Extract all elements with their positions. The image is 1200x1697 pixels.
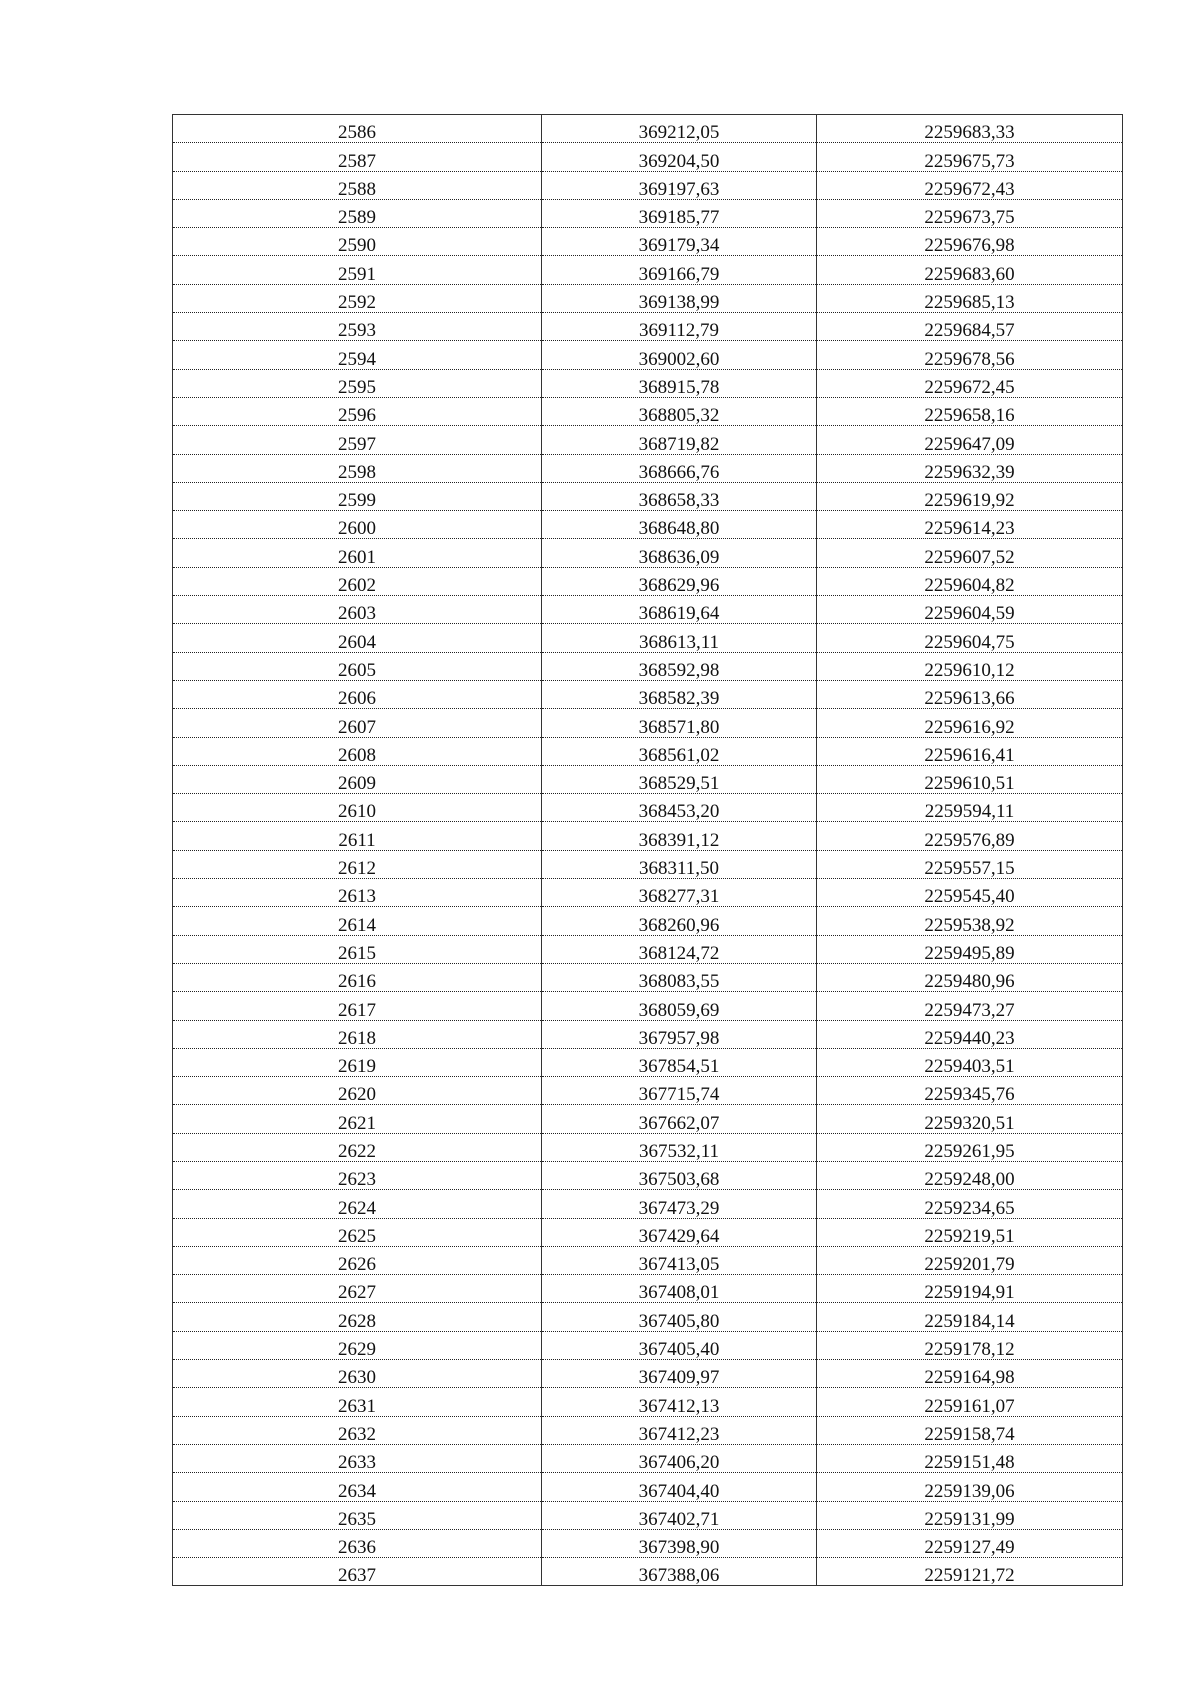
table-row [173,1473,1123,1501]
x-coordinate-cell: 367412,23 [542,1416,817,1444]
x-coordinate-cell: 368805,32 [542,397,817,425]
table-row [173,1360,1123,1388]
y-coordinate-cell: 2259616,41 [817,737,1123,765]
x-coordinate-cell: 368529,51 [542,765,817,793]
y-coordinate-cell: 2259164,98 [817,1360,1123,1388]
x-coordinate-cell: 368613,11 [542,624,817,652]
y-coordinate-cell: 2259604,82 [817,567,1123,595]
y-coordinate-cell: 2259139,06 [817,1473,1123,1501]
y-coordinate-cell: 2259604,75 [817,624,1123,652]
y-coordinate-cell: 2259194,91 [817,1275,1123,1303]
table-row [173,1501,1123,1529]
x-coordinate-cell: 368311,50 [542,850,817,878]
y-coordinate-cell: 2259480,96 [817,963,1123,991]
point-number-cell: 2604 [173,624,542,652]
x-coordinate-cell: 368658,33 [542,482,817,510]
point-number-cell: 2610 [173,794,542,822]
point-number-cell: 2603 [173,596,542,624]
x-coordinate-cell: 368619,64 [542,596,817,624]
table-row [173,1077,1123,1105]
point-number-cell: 2622 [173,1133,542,1161]
x-coordinate-cell: 367473,29 [542,1190,817,1218]
point-number-cell: 2628 [173,1303,542,1331]
x-coordinate-cell: 367406,20 [542,1444,817,1472]
x-coordinate-cell: 368915,78 [542,369,817,397]
point-number-cell: 2624 [173,1190,542,1218]
table-row [173,794,1123,822]
table-row [173,1161,1123,1189]
point-number-cell: 2620 [173,1077,542,1105]
point-number-cell: 2629 [173,1331,542,1359]
y-coordinate-cell: 2259576,89 [817,822,1123,850]
x-coordinate-cell: 369002,60 [542,341,817,369]
x-coordinate-cell: 367412,13 [542,1388,817,1416]
table-row [173,1105,1123,1133]
table-row [173,850,1123,878]
table-row [173,567,1123,595]
point-number-cell: 2608 [173,737,542,765]
point-number-cell: 2632 [173,1416,542,1444]
x-coordinate-cell: 369138,99 [542,284,817,312]
point-number-cell: 2619 [173,1048,542,1076]
y-coordinate-cell: 2259495,89 [817,935,1123,963]
x-coordinate-cell: 368648,80 [542,511,817,539]
table-row [173,935,1123,963]
y-coordinate-cell: 2259219,51 [817,1218,1123,1246]
y-coordinate-cell: 2259158,74 [817,1416,1123,1444]
point-number-cell: 2630 [173,1360,542,1388]
x-coordinate-cell: 368571,80 [542,709,817,737]
x-coordinate-cell: 367402,71 [542,1501,817,1529]
point-number-cell: 2631 [173,1388,542,1416]
point-number-cell: 2601 [173,539,542,567]
table-row [173,680,1123,708]
table-row [173,313,1123,341]
point-number-cell: 2613 [173,879,542,907]
x-coordinate-cell: 367532,11 [542,1133,817,1161]
point-number-cell: 2609 [173,765,542,793]
y-coordinate-cell: 2259201,79 [817,1246,1123,1274]
table-row [173,1275,1123,1303]
x-coordinate-cell: 368391,12 [542,822,817,850]
point-number-cell: 2627 [173,1275,542,1303]
coordinates-table-body [173,115,1123,1586]
point-number-cell: 2591 [173,256,542,284]
y-coordinate-cell: 2259538,92 [817,907,1123,935]
table-row [173,1218,1123,1246]
y-coordinate-cell: 2259345,76 [817,1077,1123,1105]
point-number-cell: 2614 [173,907,542,935]
point-number-cell: 2605 [173,652,542,680]
x-coordinate-cell: 367405,40 [542,1331,817,1359]
x-coordinate-cell: 367662,07 [542,1105,817,1133]
x-coordinate-cell: 368592,98 [542,652,817,680]
table-row [173,709,1123,737]
y-coordinate-cell: 2259673,75 [817,199,1123,227]
table-row [173,1133,1123,1161]
table-row [173,1558,1123,1586]
table-row [173,1246,1123,1274]
x-coordinate-cell: 368260,96 [542,907,817,935]
table-row [173,539,1123,567]
x-coordinate-cell: 368719,82 [542,426,817,454]
x-coordinate-cell: 369212,05 [542,115,817,143]
point-number-cell: 2615 [173,935,542,963]
x-coordinate-cell: 368059,69 [542,992,817,1020]
point-number-cell: 2600 [173,511,542,539]
y-coordinate-cell: 2259545,40 [817,879,1123,907]
table-row [173,624,1123,652]
x-coordinate-cell: 369112,79 [542,313,817,341]
y-coordinate-cell: 2259234,65 [817,1190,1123,1218]
table-row [173,879,1123,907]
point-number-cell: 2597 [173,426,542,454]
table-row [173,822,1123,850]
y-coordinate-cell: 2259632,39 [817,454,1123,482]
x-coordinate-cell: 369197,63 [542,171,817,199]
table-row [173,284,1123,312]
x-coordinate-cell: 367388,06 [542,1558,817,1586]
point-number-cell: 2595 [173,369,542,397]
y-coordinate-cell: 2259320,51 [817,1105,1123,1133]
table-row [173,115,1123,143]
y-coordinate-cell: 2259676,98 [817,228,1123,256]
table-row [173,1416,1123,1444]
x-coordinate-cell: 369204,50 [542,143,817,171]
y-coordinate-cell: 2259604,59 [817,596,1123,624]
table-row [173,1303,1123,1331]
y-coordinate-cell: 2259184,14 [817,1303,1123,1331]
table-row [173,1331,1123,1359]
point-number-cell: 2621 [173,1105,542,1133]
point-number-cell: 2616 [173,963,542,991]
y-coordinate-cell: 2259683,60 [817,256,1123,284]
point-number-cell: 2592 [173,284,542,312]
x-coordinate-cell: 368582,39 [542,680,817,708]
table-row [173,596,1123,624]
table-row [173,256,1123,284]
y-coordinate-cell: 2259614,23 [817,511,1123,539]
point-number-cell: 2599 [173,482,542,510]
y-coordinate-cell: 2259131,99 [817,1501,1123,1529]
point-number-cell: 2636 [173,1529,542,1557]
point-number-cell: 2594 [173,341,542,369]
table-row [173,454,1123,482]
table-row [173,1190,1123,1218]
y-coordinate-cell: 2259658,16 [817,397,1123,425]
y-coordinate-cell: 2259178,12 [817,1331,1123,1359]
table-row [173,341,1123,369]
point-number-cell: 2587 [173,143,542,171]
y-coordinate-cell: 2259594,11 [817,794,1123,822]
point-number-cell: 2598 [173,454,542,482]
y-coordinate-cell: 2259647,09 [817,426,1123,454]
point-number-cell: 2625 [173,1218,542,1246]
point-number-cell: 2634 [173,1473,542,1501]
table-row [173,1020,1123,1048]
x-coordinate-cell: 367854,51 [542,1048,817,1076]
y-coordinate-cell: 2259151,48 [817,1444,1123,1472]
x-coordinate-cell: 367715,74 [542,1077,817,1105]
table-row [173,369,1123,397]
table-row [173,907,1123,935]
point-number-cell: 2626 [173,1246,542,1274]
y-coordinate-cell: 2259127,49 [817,1529,1123,1557]
point-number-cell: 2590 [173,228,542,256]
table-row [173,426,1123,454]
point-number-cell: 2593 [173,313,542,341]
y-coordinate-cell: 2259161,07 [817,1388,1123,1416]
y-coordinate-cell: 2259678,56 [817,341,1123,369]
x-coordinate-cell: 369166,79 [542,256,817,284]
table-row [173,228,1123,256]
table-row [173,992,1123,1020]
x-coordinate-cell: 368629,96 [542,567,817,595]
x-coordinate-cell: 368636,09 [542,539,817,567]
y-coordinate-cell: 2259672,43 [817,171,1123,199]
x-coordinate-cell: 369185,77 [542,199,817,227]
table-row [173,963,1123,991]
table-row [173,737,1123,765]
table-row [173,511,1123,539]
x-coordinate-cell: 367409,97 [542,1360,817,1388]
y-coordinate-cell: 2259672,45 [817,369,1123,397]
y-coordinate-cell: 2259685,13 [817,284,1123,312]
x-coordinate-cell: 367398,90 [542,1529,817,1557]
point-number-cell: 2602 [173,567,542,595]
point-number-cell: 2623 [173,1161,542,1189]
table-row [173,1048,1123,1076]
point-number-cell: 2607 [173,709,542,737]
point-number-cell: 2588 [173,171,542,199]
y-coordinate-cell: 2259261,95 [817,1133,1123,1161]
y-coordinate-cell: 2259616,92 [817,709,1123,737]
x-coordinate-cell: 367429,64 [542,1218,817,1246]
x-coordinate-cell: 367413,05 [542,1246,817,1274]
y-coordinate-cell: 2259619,92 [817,482,1123,510]
x-coordinate-cell: 367957,98 [542,1020,817,1048]
x-coordinate-cell: 367404,40 [542,1473,817,1501]
point-number-cell: 2611 [173,822,542,850]
x-coordinate-cell: 368124,72 [542,935,817,963]
y-coordinate-cell: 2259607,52 [817,539,1123,567]
y-coordinate-cell: 2259121,72 [817,1558,1123,1586]
coordinates-table [172,114,1123,1586]
y-coordinate-cell: 2259683,33 [817,115,1123,143]
y-coordinate-cell: 2259440,23 [817,1020,1123,1048]
table-row [173,482,1123,510]
x-coordinate-cell: 367408,01 [542,1275,817,1303]
point-number-cell: 2635 [173,1501,542,1529]
point-number-cell: 2633 [173,1444,542,1472]
x-coordinate-cell: 367405,80 [542,1303,817,1331]
table-row [173,397,1123,425]
table-row [173,652,1123,680]
y-coordinate-cell: 2259675,73 [817,143,1123,171]
y-coordinate-cell: 2259403,51 [817,1048,1123,1076]
y-coordinate-cell: 2259610,51 [817,765,1123,793]
y-coordinate-cell: 2259610,12 [817,652,1123,680]
y-coordinate-cell: 2259684,57 [817,313,1123,341]
point-number-cell: 2596 [173,397,542,425]
x-coordinate-cell: 368666,76 [542,454,817,482]
table-row [173,199,1123,227]
y-coordinate-cell: 2259248,00 [817,1161,1123,1189]
point-number-cell: 2606 [173,680,542,708]
point-number-cell: 2586 [173,115,542,143]
x-coordinate-cell: 368083,55 [542,963,817,991]
point-number-cell: 2637 [173,1558,542,1586]
x-coordinate-cell: 369179,34 [542,228,817,256]
point-number-cell: 2612 [173,850,542,878]
point-number-cell: 2617 [173,992,542,1020]
table-row [173,1388,1123,1416]
table-row [173,765,1123,793]
table-row [173,143,1123,171]
y-coordinate-cell: 2259473,27 [817,992,1123,1020]
table-row [173,1529,1123,1557]
x-coordinate-cell: 367503,68 [542,1161,817,1189]
y-coordinate-cell: 2259613,66 [817,680,1123,708]
point-number-cell: 2618 [173,1020,542,1048]
point-number-cell: 2589 [173,199,542,227]
x-coordinate-cell: 368453,20 [542,794,817,822]
table-row [173,1444,1123,1472]
x-coordinate-cell: 368277,31 [542,879,817,907]
y-coordinate-cell: 2259557,15 [817,850,1123,878]
table-row [173,171,1123,199]
x-coordinate-cell: 368561,02 [542,737,817,765]
